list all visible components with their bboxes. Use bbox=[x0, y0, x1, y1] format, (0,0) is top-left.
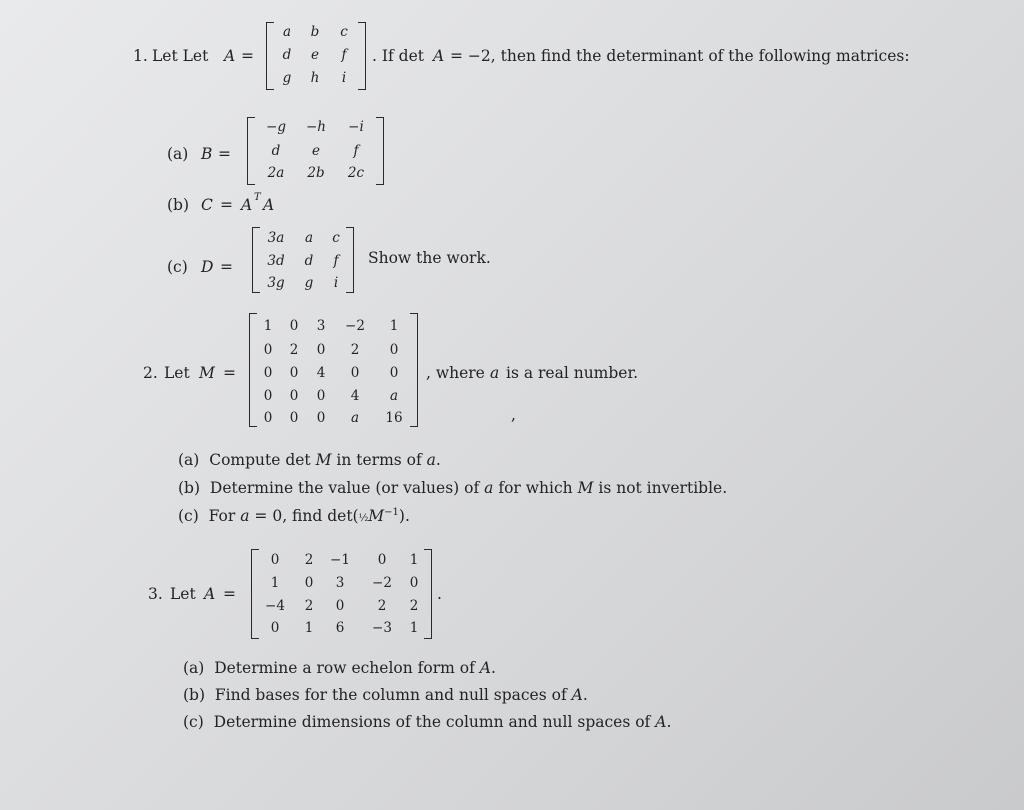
problem-2-suffix-b: is a real number. bbox=[506, 364, 639, 382]
part-3a bbox=[183, 659, 496, 677]
matrix-m-cell: 0 bbox=[316, 342, 326, 358]
part-1b-transpose: T bbox=[254, 192, 261, 203]
matrix-a3-cell: 0 bbox=[270, 620, 280, 636]
part-3c-var: A bbox=[655, 713, 667, 731]
matrix-m-cell: 1 bbox=[389, 318, 399, 334]
matrix-m-right-bracket bbox=[410, 313, 418, 427]
part-2a-label: (a) bbox=[178, 451, 200, 469]
problem-1-matrix-name: A bbox=[224, 47, 236, 65]
matrix-a-cell: i bbox=[341, 70, 347, 86]
problem-2-number: 2. bbox=[143, 364, 158, 382]
matrix-m-cell: 0 bbox=[289, 388, 299, 404]
matrix-a3-cell: 1 bbox=[270, 575, 280, 591]
matrix-m-cell: a bbox=[350, 410, 360, 426]
matrix-d-cell: c bbox=[332, 230, 340, 246]
matrix-a3-cell: 0 bbox=[335, 598, 345, 614]
matrix-a-cell: a bbox=[282, 24, 292, 40]
matrix-d-cell: a bbox=[304, 230, 314, 246]
matrix-b-cell: −i bbox=[348, 119, 364, 135]
matrix-a-left-bracket bbox=[266, 22, 274, 90]
part-2a bbox=[178, 451, 441, 469]
matrix-m-cell: 4 bbox=[316, 365, 326, 381]
problem-1-intro: Let Let bbox=[152, 47, 209, 65]
part-3b bbox=[183, 686, 588, 704]
part-1a-label: (a) bbox=[167, 145, 189, 163]
part-2b-text-a: Determine the value (or values) of bbox=[209, 479, 480, 497]
problem-1-eq: = bbox=[241, 47, 254, 65]
matrix-m-cell: 0 bbox=[316, 388, 326, 404]
part-2c-fraction: ½ bbox=[358, 513, 369, 525]
part-2c-end: ). bbox=[398, 507, 410, 526]
problem-1-condition-var: A bbox=[433, 47, 445, 65]
matrix-a-cell: b bbox=[310, 24, 320, 40]
matrix-m-cell: a bbox=[389, 388, 399, 404]
matrix-d-cell: 3g bbox=[267, 275, 285, 291]
part-2a-text-b: in terms of bbox=[336, 451, 422, 469]
part-2c-var1: a bbox=[240, 507, 250, 526]
matrix-m-cell: 0 bbox=[263, 365, 273, 381]
part-1b-label: (b) bbox=[167, 196, 190, 214]
matrix-a3-cell: 0 bbox=[377, 552, 387, 568]
matrix-d-right-bracket bbox=[346, 227, 354, 293]
matrix-b-cell: e bbox=[312, 143, 320, 159]
part-2c-inverse: −1 bbox=[384, 507, 399, 518]
matrix-a-right-bracket bbox=[358, 22, 366, 90]
matrix-b-cell: d bbox=[271, 143, 281, 159]
matrix-m-cell: 1 bbox=[263, 318, 273, 334]
part-2c-var2: M bbox=[368, 507, 385, 526]
part-3b-var: A bbox=[571, 686, 583, 704]
matrix-b-cell: −g bbox=[266, 119, 286, 135]
problem-1-number: 1. bbox=[133, 47, 148, 65]
matrix-d-cell: 3d bbox=[267, 253, 285, 269]
matrix-a3-cell: −1 bbox=[330, 552, 350, 568]
part-2c bbox=[178, 507, 410, 525]
part-2a-text-a: Compute det bbox=[209, 451, 311, 469]
matrix-m-cell: 0 bbox=[263, 388, 273, 404]
matrix-m-cell: 0 bbox=[389, 365, 399, 381]
part-1c-note: Show the work. bbox=[368, 249, 491, 267]
part-1b-lhs: C bbox=[201, 196, 213, 214]
matrix-d-cell: g bbox=[304, 275, 314, 291]
matrix-m-cell: 0 bbox=[316, 410, 326, 426]
matrix-a-cell: c bbox=[340, 24, 348, 40]
problem-2-suffix-var: a bbox=[490, 364, 500, 382]
matrix-b-right-bracket bbox=[376, 117, 384, 185]
matrix-a-cell: e bbox=[311, 47, 319, 63]
matrix-m-cell: 2 bbox=[350, 342, 360, 358]
matrix-a3-cell: 0 bbox=[409, 575, 419, 591]
matrix-m-cell: −2 bbox=[345, 318, 365, 334]
part-3a-var: A bbox=[479, 659, 491, 677]
part-2c-text-b: = 0, find det( bbox=[254, 507, 359, 526]
matrix-a3-cell: −3 bbox=[372, 620, 392, 636]
part-2b-text-b: for which bbox=[498, 479, 573, 497]
matrix-b-left-bracket bbox=[247, 117, 255, 185]
part-2a-var1: M bbox=[315, 451, 332, 469]
part-2c-text-a: For bbox=[208, 507, 236, 526]
stray-mark: , bbox=[511, 406, 516, 424]
matrix-a3-cell: 1 bbox=[409, 620, 419, 636]
part-3a-text: Determine a row echelon form of bbox=[214, 659, 475, 677]
problem-2-intro: Let bbox=[164, 364, 190, 382]
matrix-m-cell: 4 bbox=[350, 388, 360, 404]
problem-3-matrix-name: A bbox=[204, 585, 216, 603]
part-3b-text: Find bases for the column and null spaces of bbox=[214, 686, 567, 704]
matrix-a3-left-bracket bbox=[251, 549, 259, 639]
matrix-m-cell: 0 bbox=[389, 342, 399, 358]
matrix-m-cell: 2 bbox=[289, 342, 299, 358]
part-1b-rhs-a: A bbox=[241, 196, 253, 214]
part-1b-eq: = bbox=[220, 196, 233, 214]
matrix-m-left-bracket bbox=[249, 313, 257, 427]
part-3b-end: . bbox=[582, 686, 588, 704]
matrix-a3-cell: 0 bbox=[304, 575, 314, 591]
part-1c-label: (c) bbox=[167, 258, 188, 276]
part-3c-end: . bbox=[666, 713, 672, 731]
matrix-d-name: D bbox=[201, 258, 214, 276]
part-2a-end: . bbox=[435, 451, 441, 469]
problem-2-eq: = bbox=[223, 364, 236, 382]
problem-1-condition-prefix: . If det bbox=[372, 47, 424, 65]
part-3c-text: Determine dimensions of the column and null spaces of bbox=[213, 713, 651, 731]
problem-3-number: 3. bbox=[148, 585, 163, 603]
matrix-a3-cell: −4 bbox=[265, 598, 285, 614]
matrix-d-cell: d bbox=[304, 253, 314, 269]
problem-2-matrix-name: M bbox=[199, 364, 215, 382]
part-3a-end: . bbox=[490, 659, 496, 677]
part-3a-label: (a) bbox=[183, 659, 205, 677]
problem-3-intro: Let bbox=[170, 585, 196, 603]
matrix-d-eq: = bbox=[220, 258, 233, 276]
part-3c bbox=[183, 713, 671, 731]
matrix-a-cell: d bbox=[282, 47, 292, 63]
matrix-b-cell: −h bbox=[305, 119, 327, 135]
matrix-a-cell: g bbox=[282, 70, 292, 86]
part-2a-var2: a bbox=[426, 451, 436, 469]
matrix-a-cell: h bbox=[310, 70, 320, 86]
matrix-m-cell: 3 bbox=[316, 318, 326, 334]
matrix-a3-cell: 2 bbox=[304, 598, 314, 614]
matrix-a3-cell: −2 bbox=[372, 575, 392, 591]
matrix-a3-cell: 2 bbox=[377, 598, 387, 614]
matrix-a3-cell: 1 bbox=[409, 552, 419, 568]
matrix-m-cell: 16 bbox=[385, 410, 403, 426]
problem-2-suffix-a: , where bbox=[426, 364, 485, 382]
part-2c-label: (c) bbox=[178, 507, 199, 526]
matrix-m-cell: 0 bbox=[289, 410, 299, 426]
part-2b-text-c: is not invertible. bbox=[598, 479, 728, 497]
matrix-d-cell: f bbox=[333, 253, 339, 269]
matrix-a3-cell: 1 bbox=[304, 620, 314, 636]
matrix-a3-cell: 6 bbox=[335, 620, 345, 636]
matrix-a3-right-bracket bbox=[424, 549, 432, 639]
matrix-d-cell: 3a bbox=[267, 230, 285, 246]
part-2b bbox=[178, 479, 727, 497]
matrix-b-cell: 2c bbox=[347, 165, 365, 181]
part-2b-var1: a bbox=[484, 479, 494, 497]
matrix-a3-cell: 3 bbox=[335, 575, 345, 591]
matrix-b-cell: f bbox=[353, 143, 359, 159]
problem-3-end: . bbox=[437, 585, 442, 603]
matrix-d-cell: i bbox=[333, 275, 339, 291]
matrix-a3-cell: 0 bbox=[270, 552, 280, 568]
matrix-d-left-bracket bbox=[252, 227, 260, 293]
matrix-m-cell: 0 bbox=[263, 410, 273, 426]
part-2b-label: (b) bbox=[178, 479, 201, 497]
matrix-b-cell: 2a bbox=[267, 165, 285, 181]
problem-1-condition-text: = −2, then find the determinant of the following matrices: bbox=[450, 47, 910, 65]
part-2b-var2: M bbox=[577, 479, 594, 497]
matrix-a3-cell: 2 bbox=[409, 598, 419, 614]
matrix-m-cell: 0 bbox=[289, 318, 299, 334]
part-3b-label: (b) bbox=[183, 686, 206, 704]
matrix-m-cell: 0 bbox=[289, 365, 299, 381]
matrix-m-cell: 0 bbox=[350, 365, 360, 381]
part-3c-label: (c) bbox=[183, 713, 204, 731]
matrix-a-cell: f bbox=[341, 47, 347, 63]
matrix-a3-cell: 2 bbox=[304, 552, 314, 568]
problem-3-eq: = bbox=[223, 585, 236, 603]
matrix-b-eq: = bbox=[218, 145, 231, 163]
matrix-b-cell: 2b bbox=[307, 165, 325, 181]
part-1b-rhs-b: A bbox=[263, 196, 275, 214]
matrix-b-name: B bbox=[201, 145, 213, 163]
matrix-m-cell: 0 bbox=[263, 342, 273, 358]
